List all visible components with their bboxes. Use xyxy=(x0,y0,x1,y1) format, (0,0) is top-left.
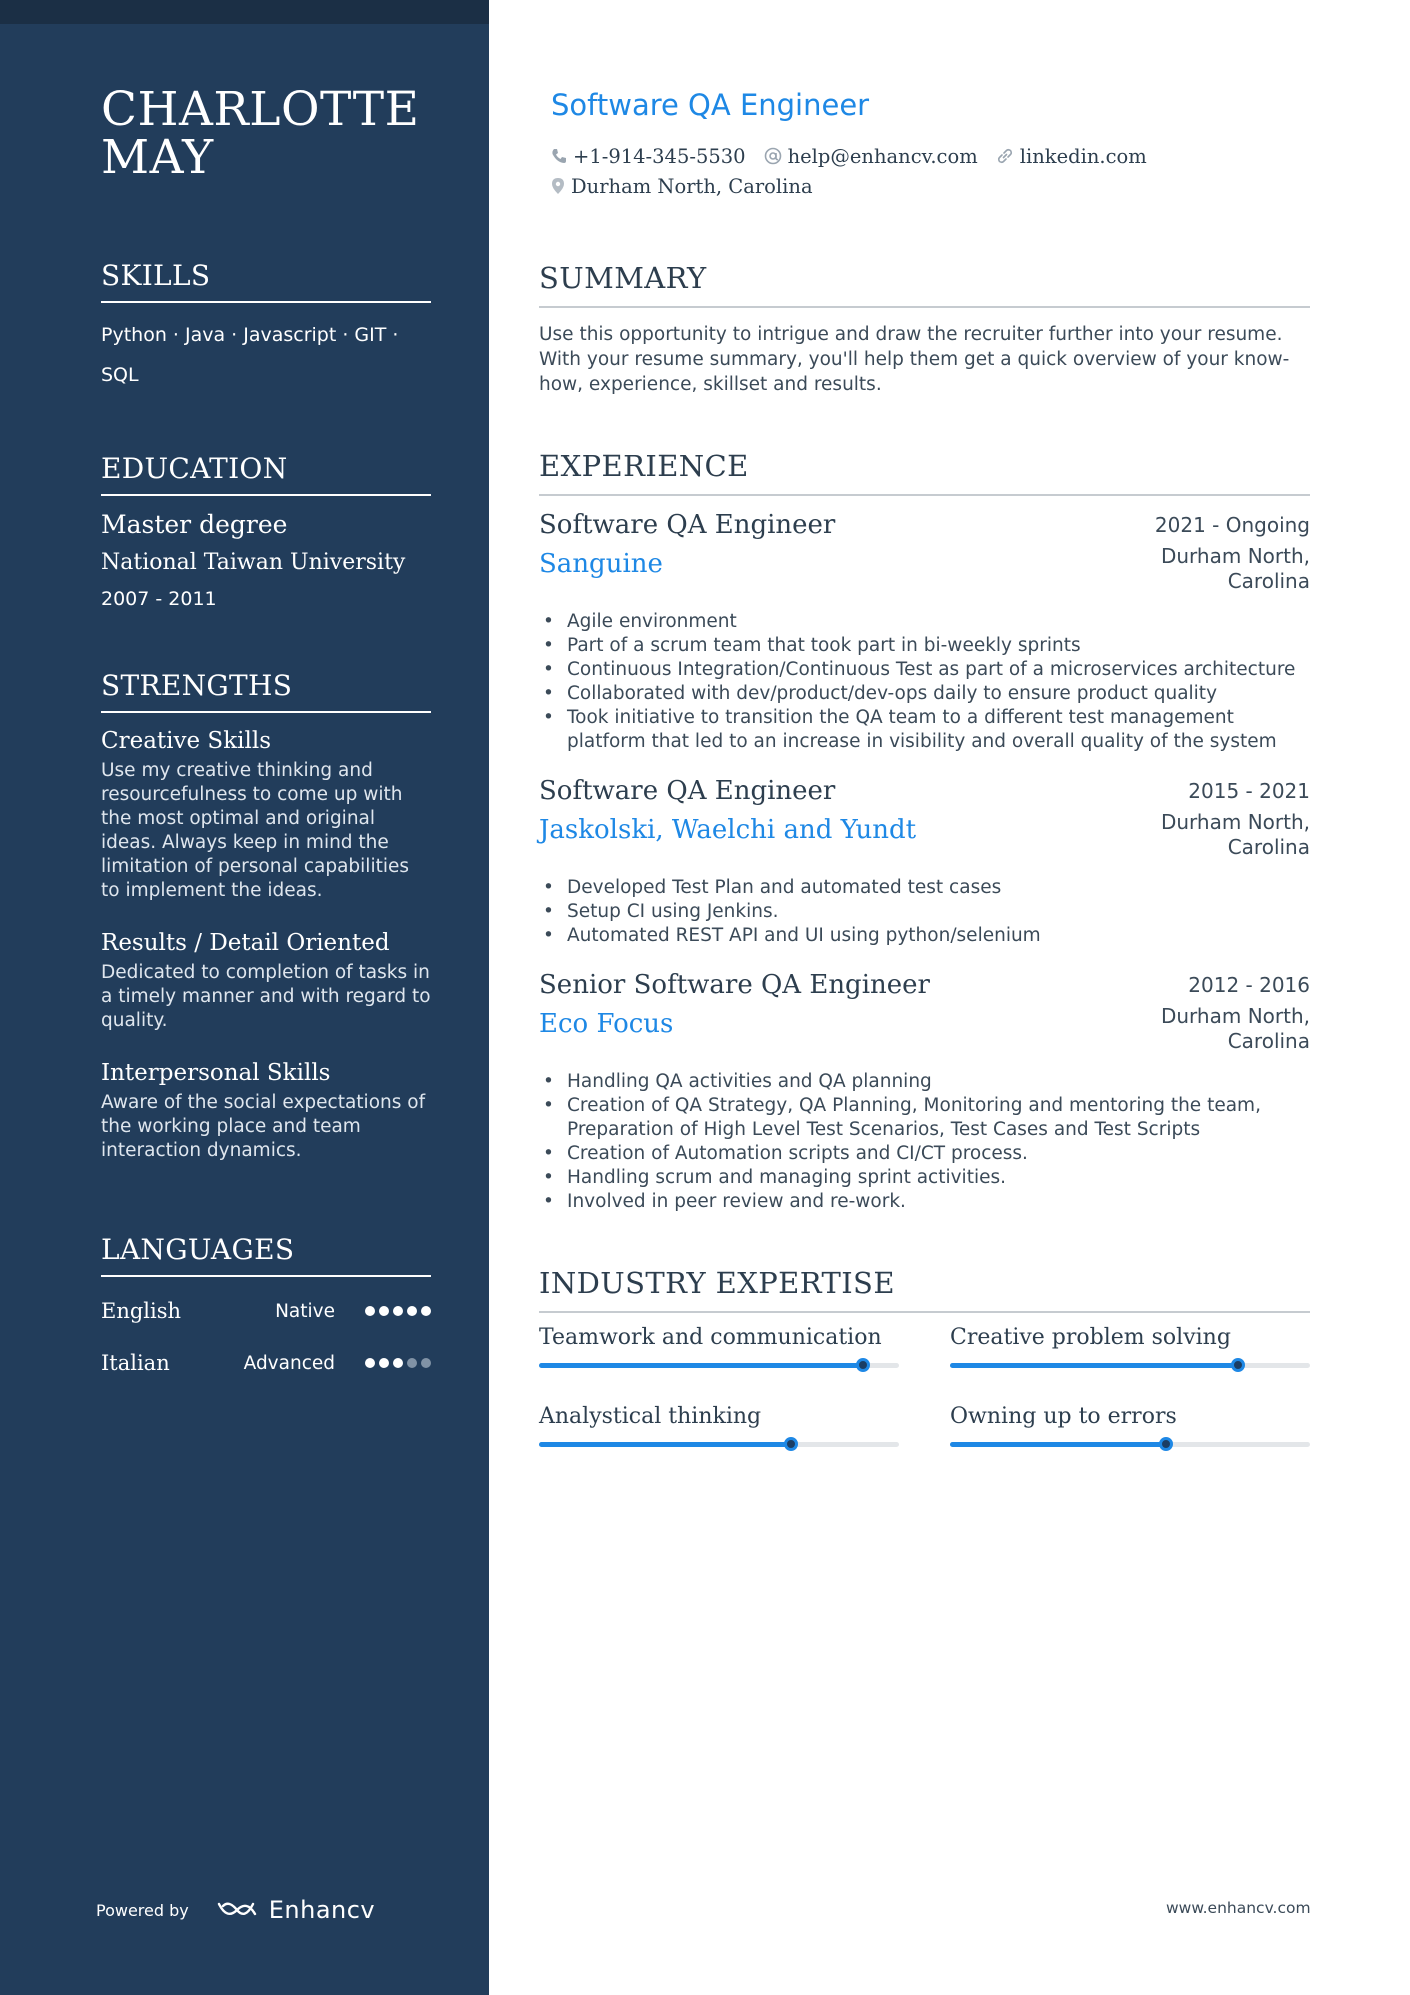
contact-line xyxy=(551,141,1311,171)
experience-dates: 2015 - 2021 xyxy=(1188,779,1310,803)
at-icon xyxy=(764,147,782,165)
summary-heading: SUMMARY xyxy=(539,260,1310,308)
sidebar xyxy=(0,0,489,1995)
email-address: help@enhancv.com xyxy=(787,144,978,168)
bullet-item: • Part of a scrum team that took part in bi-weekly sprints xyxy=(539,634,1310,658)
enhancv-brand: Enhancv xyxy=(268,1896,376,1924)
strength-title: Interpersonal Skills xyxy=(101,1060,331,1086)
experience-entry xyxy=(539,966,1310,1214)
experience-company: Jaskolski, Waelchi and Yundt xyxy=(539,815,917,845)
phone[interactable] xyxy=(551,145,746,168)
experience-title: Software QA Engineer xyxy=(539,510,836,540)
experience-company: Sanguine xyxy=(539,549,663,579)
bullet-item: • Automated REST API and UI using python/selenium xyxy=(539,924,1310,948)
strength-description: Aware of the social expectations of the working place and team interaction dynamics. xyxy=(101,1092,426,1161)
rating-dot xyxy=(407,1358,417,1368)
bullet-item: • Setup CI using Jenkins. xyxy=(539,900,1310,924)
bullet-item: • Took initiative to transition the QA team to a different test management platform that led to an increase in visibility and overall quality of the system xyxy=(539,706,1310,754)
language-row xyxy=(101,1349,431,1377)
expertise-item xyxy=(950,1402,1310,1447)
expertise-bar-fill xyxy=(539,1442,791,1447)
expertise-name: Creative problem solving xyxy=(950,1325,1231,1350)
summary-text: Use this opportunity to intrigue and draw the recruiter further into your resume. With your resume summary, you'll help them get a quick overview of your know-how, experience, skillset and results. xyxy=(539,324,1290,395)
enhancv-logo[interactable] xyxy=(215,1896,375,1924)
experience-section xyxy=(539,448,1310,1214)
experience-bullets xyxy=(539,876,1310,948)
rating-dot xyxy=(379,1306,389,1316)
languages-heading: LANGUAGES xyxy=(101,1233,431,1277)
rating-dot xyxy=(379,1358,389,1368)
expertise-bar-fill xyxy=(950,1442,1166,1447)
location-text: Durham North, Carolina xyxy=(571,174,813,198)
sidebar-top-strip xyxy=(0,0,489,24)
expertise-bar xyxy=(950,1442,1310,1447)
language-level: Advanced xyxy=(243,1352,335,1374)
bullet-item: • Agile environment xyxy=(539,610,1310,634)
industry-expertise-heading: INDUSTRY EXPERTISE xyxy=(539,1265,1310,1313)
expertise-bar xyxy=(539,1363,899,1368)
strength-item xyxy=(101,725,431,903)
link-icon xyxy=(996,147,1014,165)
footer-url[interactable]: www.enhancv.com xyxy=(1166,1899,1311,1917)
rating-dot xyxy=(365,1306,375,1316)
experience-entry xyxy=(539,772,1310,948)
language-level: Native xyxy=(275,1300,335,1322)
expertise-name: Teamwork and communication xyxy=(539,1325,882,1350)
experience-heading: EXPERIENCE xyxy=(539,448,1310,496)
contact-line xyxy=(551,171,1311,201)
powered-by-label: Powered by xyxy=(96,1900,189,1920)
skills-heading: SKILLS xyxy=(101,259,431,303)
experience-bullets xyxy=(539,610,1310,754)
expertise-bar-knob xyxy=(1159,1437,1173,1451)
phone-number: +1-914-345-5530 xyxy=(573,144,746,168)
expertise-bar xyxy=(950,1363,1310,1368)
expertise-name: Owning up to errors xyxy=(950,1404,1177,1429)
expertise-bar-knob xyxy=(784,1437,798,1451)
language-rating xyxy=(365,1358,431,1368)
expertise-item xyxy=(950,1323,1310,1368)
bullet-item: • Handling scrum and managing sprint activities. xyxy=(539,1166,1310,1190)
industry-expertise-section xyxy=(539,1265,1310,1447)
powered-by xyxy=(96,1896,375,1924)
experience-entry xyxy=(539,506,1310,754)
job-title: Software QA Engineer xyxy=(551,88,870,122)
bullet-item: • Creation of Automation scripts and CI/CT process. xyxy=(539,1142,1310,1166)
experience-dates: 2012 - 2016 xyxy=(1188,973,1310,997)
experience-title: Software QA Engineer xyxy=(539,776,836,806)
contact-info xyxy=(551,141,1311,201)
education-heading: EDUCATION xyxy=(101,452,431,496)
rating-dot xyxy=(393,1358,403,1368)
strength-title: Results / Detail Oriented xyxy=(101,930,390,956)
expertise-bar-knob xyxy=(1231,1358,1245,1372)
expertise-bar xyxy=(539,1442,899,1447)
rating-dot xyxy=(393,1306,403,1316)
bullet-item: • Creation of QA Strategy, QA Planning, Monitoring and mentoring the team, Preparation of High Level Test Scenarios, Test Cases and Test Scripts xyxy=(539,1094,1310,1142)
rating-dot xyxy=(421,1306,431,1316)
bullet-item: • Continuous Integration/Continuous Test as part of a microservices architecture xyxy=(539,658,1310,682)
email[interactable] xyxy=(764,145,978,168)
skills-section xyxy=(101,259,431,395)
bullet-item: • Collaborated with dev/product/dev-ops daily to ensure product quality xyxy=(539,682,1310,706)
experience-company: Eco Focus xyxy=(539,1009,674,1039)
rating-dot xyxy=(365,1358,375,1368)
language-name: English xyxy=(101,1299,182,1323)
strengths-section xyxy=(101,669,431,1163)
expertise-bar-fill xyxy=(950,1363,1238,1368)
experience-dates: 2021 - Ongoing xyxy=(1154,513,1310,537)
phone-icon xyxy=(551,148,567,164)
expertise-name: Analystical thinking xyxy=(539,1404,762,1429)
rating-dot xyxy=(421,1358,431,1368)
skills-list: Python · Java · Javascript · GIT · SQL xyxy=(101,324,399,386)
expertise-bar-fill xyxy=(539,1363,863,1368)
experience-location: Durham North, Carolina xyxy=(1160,1004,1310,1053)
education-school: National Taiwan University xyxy=(101,550,406,575)
experience-bullets xyxy=(539,1070,1310,1214)
linkedin[interactable] xyxy=(996,145,1147,168)
strength-item xyxy=(101,1057,431,1163)
language-name: Italian xyxy=(101,1351,170,1375)
languages-section xyxy=(101,1233,431,1377)
experience-location: Durham North, Carolina xyxy=(1160,810,1310,859)
education-section xyxy=(101,452,431,612)
expertise-grid xyxy=(539,1323,1310,1447)
strength-description: Dedicated to completion of tasks in a timely manner and with regard to quality. xyxy=(101,962,431,1031)
strength-description: Use my creative thinking and resourcefulness to come up with the most optimal and original ideas. Always keep in mind the limitation of personal capabilities to implement the ideas. xyxy=(101,760,409,901)
expertise-item xyxy=(539,1402,899,1447)
language-row xyxy=(101,1297,431,1325)
education-dates: 2007 - 2011 xyxy=(101,588,217,610)
strengths-heading: STRENGTHS xyxy=(101,669,431,713)
summary-section xyxy=(539,260,1310,397)
candidate-name: CHARLOTTE MAY xyxy=(101,82,420,185)
bullet-item: • Involved in peer review and re-work. xyxy=(539,1190,1310,1214)
language-rating xyxy=(365,1306,431,1316)
enhancv-logo-icon xyxy=(215,1898,261,1922)
location xyxy=(551,175,813,198)
expertise-bar-knob xyxy=(856,1358,870,1372)
rating-dot xyxy=(407,1306,417,1316)
strength-title: Creative Skills xyxy=(101,728,271,754)
linkedin-url: linkedin.com xyxy=(1019,144,1147,168)
location-pin-icon xyxy=(551,177,565,195)
experience-title: Senior Software QA Engineer xyxy=(539,970,930,1000)
strength-item xyxy=(101,927,431,1033)
bullet-item: • Handling QA activities and QA planning xyxy=(539,1070,1310,1094)
experience-location: Durham North, Carolina xyxy=(1160,544,1310,593)
education-degree: Master degree xyxy=(101,510,288,539)
expertise-item xyxy=(539,1323,899,1368)
bullet-item: • Developed Test Plan and automated test cases xyxy=(539,876,1310,900)
